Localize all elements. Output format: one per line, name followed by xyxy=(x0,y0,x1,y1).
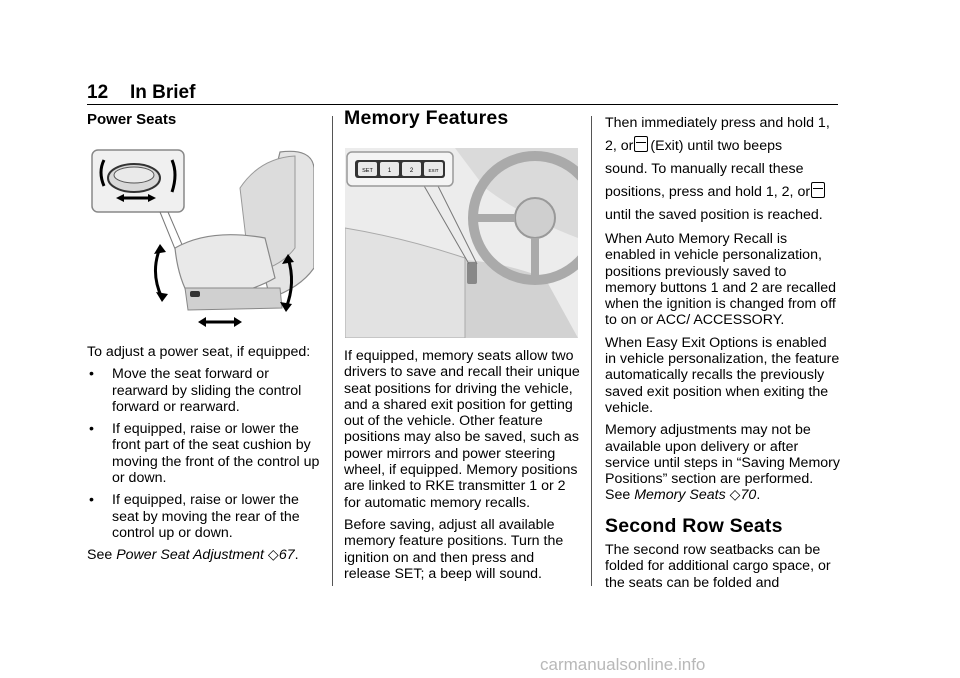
page-ref[interactable]: 70 xyxy=(740,487,757,504)
bullet-text: Move the seat forward or rearward by sliding the control forward or rearward. xyxy=(112,366,302,415)
power-seat-figure xyxy=(90,148,314,330)
second-row-paragraph: The second row seatbacks can be folded for additional cargo space, or the seats can be folded and xyxy=(605,542,831,591)
memory-button-1: 1 xyxy=(387,168,392,174)
memory-features-heading: Memory Features xyxy=(344,107,509,129)
column-divider xyxy=(332,116,333,586)
recall-line-1: Then immediately press and hold 1, xyxy=(605,115,830,131)
exit-icon xyxy=(634,136,648,152)
bullet: • xyxy=(89,421,94,438)
power-seats-heading: Power Seats xyxy=(87,111,177,128)
column-power-seats-text xyxy=(87,344,323,570)
period: . xyxy=(294,547,299,564)
page-ref[interactable]: 67 xyxy=(278,547,295,564)
column-power-seats xyxy=(87,112,323,134)
exit-icon xyxy=(811,182,825,198)
page-header xyxy=(87,80,838,105)
set-button: SET xyxy=(362,168,373,174)
list-item xyxy=(87,366,323,415)
memory-paragraph-1: If equipped, memory seats allow two drivers to save and recall their unique seat positions for driving the vehicle, and a shared exit position for getting out of the vehicle. Other feature positions may also be saved, such as power mirrors and power steering wheel, if equipped. Memory positions are linked to RKE transmitter 1 or 2 for automatic memory recalls. xyxy=(344,348,580,511)
memory-button-2: 2 xyxy=(409,168,414,174)
memory-adjust-paragraph xyxy=(605,422,841,503)
recall-line-2b: (Exit) until two beeps xyxy=(650,138,783,154)
second-row-seats-heading: Second Row Seats xyxy=(605,514,783,537)
watermark: carmanualsonline.info xyxy=(540,655,706,674)
power-seats-intro: To adjust a power seat, if equipped: xyxy=(87,344,311,360)
recall-line-2a: 2, or xyxy=(605,138,634,154)
page-ref-icon: ◇ xyxy=(729,487,741,504)
column-memory-features xyxy=(344,107,584,132)
see-reference xyxy=(87,547,323,563)
bullet: • xyxy=(89,492,94,509)
recall-line-4: positions, press and hold 1, 2, or xyxy=(605,184,811,200)
recall-line-5: until the saved position is reached. xyxy=(605,207,823,223)
bullet-text: If equipped, raise or lower the seat by moving the rear of the control up or down. xyxy=(112,492,300,541)
exit-button: EXIT xyxy=(428,168,439,173)
list-item xyxy=(87,421,323,486)
list-item xyxy=(87,492,323,541)
power-seat-illustration xyxy=(90,148,314,330)
page-number: 12 xyxy=(87,82,109,103)
recall-line-3: sound. To manually recall these xyxy=(605,161,804,177)
memory-buttons-figure xyxy=(345,148,578,338)
memory-seats-link[interactable]: Memory Seats xyxy=(634,487,726,504)
memory-adjust-text: Memory adjustments may not be available upon delivery or after service until steps in “Saving Memory Positions” section are performed. See xyxy=(605,422,840,504)
auto-memory-paragraph: When Auto Memory Recall is enabled in vehicle personalization, positions previously saved to memory buttons 1 and 2 are recalled when the ignition is changed from off to on or ACC/ ACCESSORY. xyxy=(605,231,837,329)
period: . xyxy=(756,487,761,504)
page-ref-icon: ◇ xyxy=(267,547,279,564)
bullet: • xyxy=(89,366,94,383)
memory-paragraph-2: Before saving, adjust all available memory feature positions. Turn the ignition on and then press and release SET; a beep will sound. xyxy=(344,516,564,582)
memory-recall-paragraph xyxy=(605,112,841,227)
column-divider xyxy=(591,116,592,586)
section-title: In Brief xyxy=(130,82,196,103)
column-memory-continued xyxy=(605,112,841,597)
column-memory-text xyxy=(344,348,584,588)
easy-exit-paragraph: When Easy Exit Options is enabled in vehicle personalization, the feature automatically recalls the previously saved exit position when exiting the vehicle. xyxy=(605,334,840,416)
bullet-text: If equipped, raise or lower the front part of the seat cushion by moving the front of the control up or down. xyxy=(112,421,320,487)
power-seat-adjustment-link[interactable]: Power Seat Adjustment xyxy=(116,547,264,564)
memory-buttons-illustration xyxy=(345,148,578,338)
see-prefix: See xyxy=(87,547,113,564)
